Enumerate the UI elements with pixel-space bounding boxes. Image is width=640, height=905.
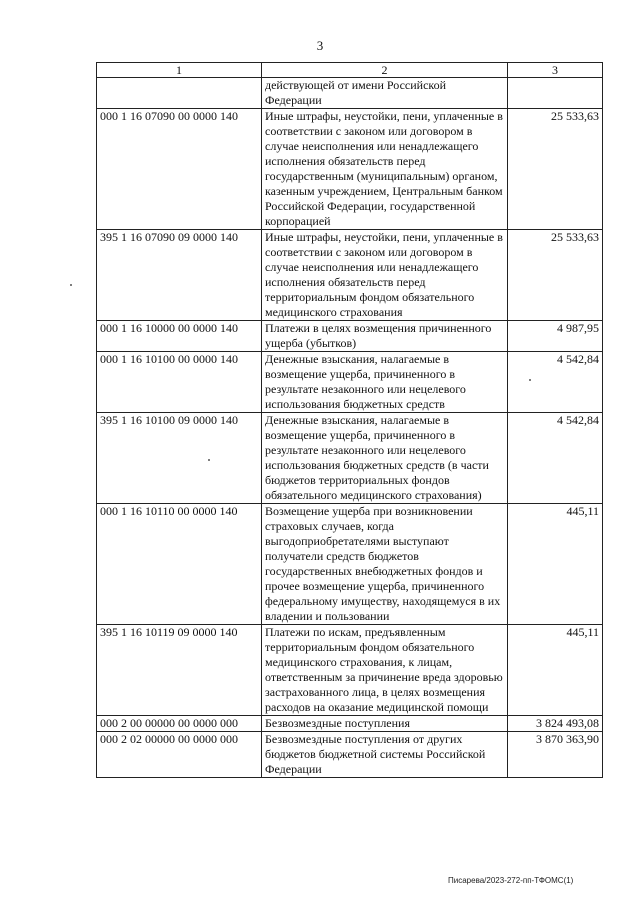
row-code: 000 1 16 07090 00 0000 140	[97, 109, 262, 230]
revenue-table	[96, 62, 603, 778]
table-row	[97, 230, 603, 321]
table-row	[97, 109, 603, 230]
row-description: Иные штрафы, неустойки, пени, уплаченные в соответствии с законом или договором в случае неисполнения или ненадлежащего исполнения обязательств перед территориальным фондом обязательного медицинского страхования	[262, 230, 508, 321]
row-code	[97, 78, 262, 109]
row-description: Иные штрафы, неустойки, пени, уплаченные в соответствии с законом или договором в случае неисполнения или ненадлежащего исполнения обязательств перед государственным (муниципальным) органом, казенным учреждением, Центральным банком Российской Федерации, государственной корпорацией	[262, 109, 508, 230]
table-row	[97, 321, 603, 352]
table-header-row	[97, 63, 603, 78]
table-row	[97, 732, 603, 778]
row-description: Платежи по искам, предъявленным территориальным фондом обязательного медицинского страхования, к лицам, ответственным за причинение вреда здоровью застрахованного лица, в целях возмещения расходов на оказание медицинской помощи	[262, 625, 508, 716]
table-row	[97, 716, 603, 732]
scan-speck	[208, 459, 210, 461]
row-amount: 4 542,84	[508, 413, 603, 504]
table-row	[97, 78, 603, 109]
scan-speck	[529, 379, 531, 381]
column-header-description: 2	[262, 63, 508, 78]
row-description: действующей от имени Российской Федерации	[262, 78, 508, 109]
row-amount: 4 542,84	[508, 352, 603, 413]
row-amount: 445,11	[508, 504, 603, 625]
table-row	[97, 352, 603, 413]
document-footer-id: Писарева/2023-272-пп-ТФОМС(1)	[448, 876, 574, 885]
column-header-code: 1	[97, 63, 262, 78]
row-amount: 3 870 363,90	[508, 732, 603, 778]
row-description: Платежи в целях возмещения причиненного ущерба (убытков)	[262, 321, 508, 352]
row-description: Возмещение ущерба при возникновении страховых случаев, когда выгодоприобретателями выступают получатели средств бюджетов государственных внебюджетных фондов и прочее возмещение ущерба, причиненного федеральному имуществу, находящемуся в их владении и пользовании	[262, 504, 508, 625]
row-code: 000 2 00 00000 00 0000 000	[97, 716, 262, 732]
row-code: 395 1 16 07090 09 0000 140	[97, 230, 262, 321]
row-code: 000 1 16 10000 00 0000 140	[97, 321, 262, 352]
row-code: 395 1 16 10100 09 0000 140	[97, 413, 262, 504]
table-row	[97, 625, 603, 716]
row-description: Денежные взыскания, налагаемые в возмещение ущерба, причиненного в результате незаконного или нецелевого использования бюджетных средств (в части бюджетов территориальных фондов обязательного медицинского страхования)	[262, 413, 508, 504]
row-code: 000 2 02 00000 00 0000 000	[97, 732, 262, 778]
page-number: 3	[316, 38, 324, 53]
row-code: 395 1 16 10119 09 0000 140	[97, 625, 262, 716]
table-row	[97, 413, 603, 504]
row-code: 000 1 16 10100 00 0000 140	[97, 352, 262, 413]
row-amount: 4 987,95	[508, 321, 603, 352]
row-amount: 445,11	[508, 625, 603, 716]
row-amount	[508, 78, 603, 109]
row-amount: 3 824 493,08	[508, 716, 603, 732]
table-row	[97, 504, 603, 625]
row-description: Безвозмездные поступления	[262, 716, 508, 732]
column-header-amount: 3	[508, 63, 603, 78]
scan-speck	[70, 284, 72, 286]
row-description: Безвозмездные поступления от других бюджетов бюджетной системы Российской Федерации	[262, 732, 508, 778]
row-amount: 25 533,63	[508, 230, 603, 321]
row-code: 000 1 16 10110 00 0000 140	[97, 504, 262, 625]
row-description: Денежные взыскания, налагаемые в возмещение ущерба, причиненного в результате незаконного или нецелевого использования бюджетных средств	[262, 352, 508, 413]
row-amount: 25 533,63	[508, 109, 603, 230]
